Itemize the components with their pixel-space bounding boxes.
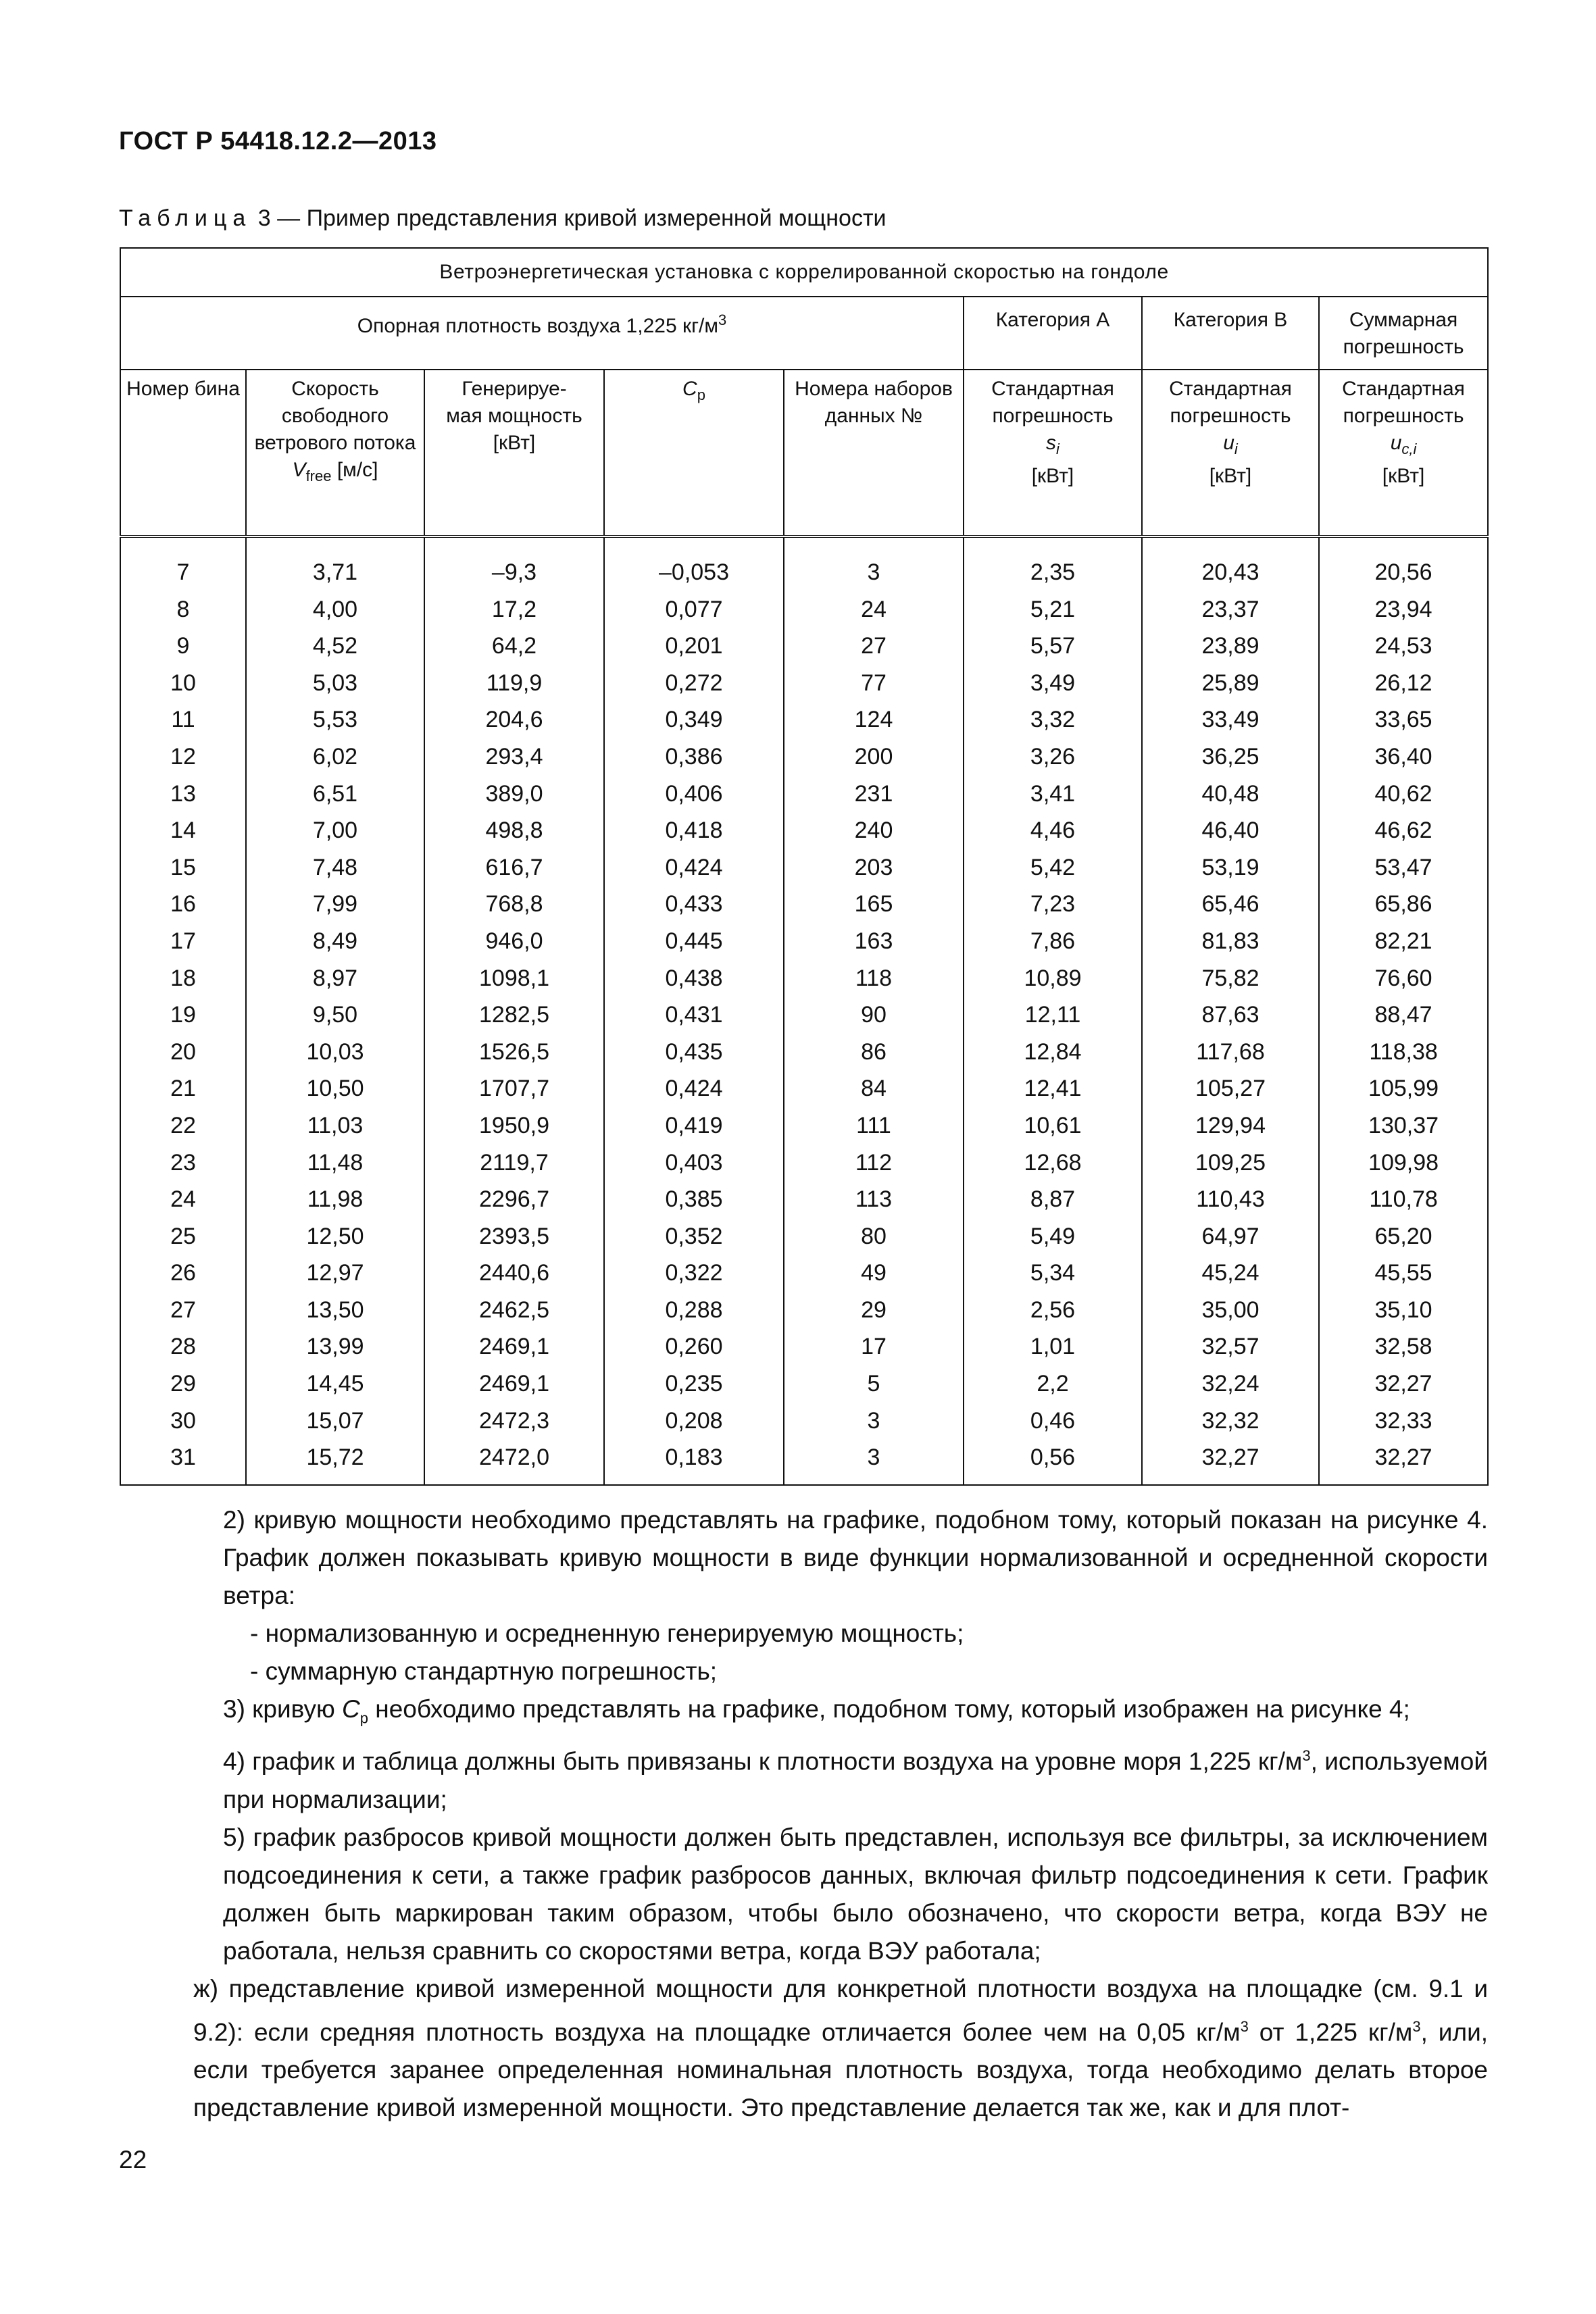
cell-cp: 0,424 xyxy=(604,1070,784,1107)
cell-wind-speed: 3,71 xyxy=(246,542,424,591)
cell-wind-speed: 15,72 xyxy=(246,1439,424,1485)
cell-bin: 28 xyxy=(120,1328,246,1365)
cell-cp: 0,406 xyxy=(604,776,784,813)
cell-data-sets: 240 xyxy=(784,812,964,849)
cell-cp: 0,201 xyxy=(604,628,784,665)
cell-std-b: 20,43 xyxy=(1142,542,1319,591)
cell-bin: 24 xyxy=(120,1181,246,1218)
cell-std-b: 87,63 xyxy=(1142,997,1319,1034)
cell-cp: –0,053 xyxy=(604,542,784,591)
cell-bin: 21 xyxy=(120,1070,246,1107)
table-row xyxy=(120,665,1488,702)
cell-std-total: 82,21 xyxy=(1319,923,1488,960)
cell-std-total: 36,40 xyxy=(1319,738,1488,776)
cell-data-sets: 124 xyxy=(784,701,964,738)
cell-bin: 15 xyxy=(120,849,246,886)
cell-std-a: 4,46 xyxy=(964,812,1142,849)
cell-cp: 0,349 xyxy=(604,701,784,738)
cell-wind-speed: 10,03 xyxy=(246,1034,424,1071)
col-data-sets: Номера наборов данных № xyxy=(784,370,964,536)
cell-std-b: 109,25 xyxy=(1142,1145,1319,1182)
cell-std-total: 45,55 xyxy=(1319,1255,1488,1292)
table-row xyxy=(120,1107,1488,1145)
paragraph-item-4: 4) график и таблица должны быть привязаны к плотности воздуха на уровне моря 1,225 $кг/м^3$, используемой при нормализации; xyxy=(223,1747,1488,1813)
cell-std-a: 10,89 xyxy=(964,960,1142,997)
cell-data-sets: 86 xyxy=(784,1034,964,1071)
cell-cp: 0,418 xyxy=(604,812,784,849)
cell-power: 389,0 xyxy=(424,776,604,813)
cell-std-b: 75,82 xyxy=(1142,960,1319,997)
cell-bin: 29 xyxy=(120,1365,246,1403)
table-row xyxy=(120,1403,1488,1440)
table-row xyxy=(120,1365,1488,1403)
table-caption xyxy=(119,205,887,232)
cell-power: 616,7 xyxy=(424,849,604,886)
cell-std-b: 32,27 xyxy=(1142,1439,1319,1485)
cell-bin: 11 xyxy=(120,701,246,738)
cell-std-total: 53,47 xyxy=(1319,849,1488,886)
cell-power: –9,3 xyxy=(424,542,604,591)
cell-cp: 0,235 xyxy=(604,1365,784,1403)
cell-power: 768,8 xyxy=(424,886,604,923)
cell-std-b: 46,40 xyxy=(1142,812,1319,849)
cell-std-b: 81,83 xyxy=(1142,923,1319,960)
cell-data-sets: 90 xyxy=(784,997,964,1034)
cell-wind-speed: 12,50 xyxy=(246,1218,424,1255)
cell-cp: 0,208 xyxy=(604,1403,784,1440)
cell-std-a: 8,87 xyxy=(964,1181,1142,1218)
cell-data-sets: 163 xyxy=(784,923,964,960)
cell-data-sets: 3 xyxy=(784,1439,964,1485)
cell-power: 1098,1 xyxy=(424,960,604,997)
cell-wind-speed: 10,50 xyxy=(246,1070,424,1107)
cell-power: 946,0 xyxy=(424,923,604,960)
cell-std-a: 12,68 xyxy=(964,1145,1142,1182)
cell-power: 17,2 xyxy=(424,591,604,628)
cell-data-sets: 111 xyxy=(784,1107,964,1145)
cell-power: 293,4 xyxy=(424,738,604,776)
cell-bin: 12 xyxy=(120,738,246,776)
cell-std-total: 109,98 xyxy=(1319,1145,1488,1182)
table-row xyxy=(120,1328,1488,1365)
table-row xyxy=(120,1292,1488,1329)
cell-bin: 8 xyxy=(120,591,246,628)
cell-wind-speed: 8,49 xyxy=(246,923,424,960)
table-row xyxy=(120,701,1488,738)
cell-cp: 0,352 xyxy=(604,1218,784,1255)
cell-std-total: 32,27 xyxy=(1319,1439,1488,1485)
table-row xyxy=(120,886,1488,923)
cell-std-b: 23,89 xyxy=(1142,628,1319,665)
cell-power: 1526,5 xyxy=(424,1034,604,1071)
cell-power: 204,6 xyxy=(424,701,604,738)
cell-power: 2462,5 xyxy=(424,1292,604,1329)
cell-std-a: 12,41 xyxy=(964,1070,1142,1107)
cell-power: 2296,7 xyxy=(424,1181,604,1218)
cell-power: 119,9 xyxy=(424,665,604,702)
table-row xyxy=(120,1439,1488,1485)
cell-cp: 0,433 xyxy=(604,886,784,923)
cell-std-a: 5,21 xyxy=(964,591,1142,628)
cell-wind-speed: 15,07 xyxy=(246,1403,424,1440)
cell-data-sets: 112 xyxy=(784,1145,964,1182)
cell-cp: 0,183 xyxy=(604,1439,784,1485)
cell-wind-speed: 13,99 xyxy=(246,1328,424,1365)
table-row xyxy=(120,997,1488,1034)
cell-std-total: 24,53 xyxy=(1319,628,1488,665)
cell-power: 2472,0 xyxy=(424,1439,604,1485)
cell-data-sets: 3 xyxy=(784,1403,964,1440)
cell-std-b: 32,24 xyxy=(1142,1365,1319,1403)
cell-bin: 9 xyxy=(120,628,246,665)
cell-std-a: 5,49 xyxy=(964,1218,1142,1255)
col-std-total: Стандартная погрешность $u_{c,i}$ [кВт] xyxy=(1319,370,1488,536)
cell-bin: 7 xyxy=(120,542,246,591)
cell-std-a: 7,23 xyxy=(964,886,1142,923)
caption-number: 3 xyxy=(257,205,271,231)
cell-data-sets: 80 xyxy=(784,1218,964,1255)
cell-cp: 0,260 xyxy=(604,1328,784,1365)
cell-cp: 0,419 xyxy=(604,1107,784,1145)
cell-bin: 25 xyxy=(120,1218,246,1255)
cell-bin: 10 xyxy=(120,665,246,702)
cell-wind-speed: 6,02 xyxy=(246,738,424,776)
cell-std-a: 7,86 xyxy=(964,923,1142,960)
cell-std-a: 5,42 xyxy=(964,849,1142,886)
cell-cp: 0,424 xyxy=(604,849,784,886)
cell-cp: 0,322 xyxy=(604,1255,784,1292)
cell-cp: 0,431 xyxy=(604,997,784,1034)
cell-std-total: 33,65 xyxy=(1319,701,1488,738)
cell-std-a: 3,41 xyxy=(964,776,1142,813)
cell-wind-speed: 11,03 xyxy=(246,1107,424,1145)
cell-cp: 0,445 xyxy=(604,923,784,960)
cell-data-sets: 77 xyxy=(784,665,964,702)
paragraph-item-2: 2) кривую мощности необходимо представлять на графике, подобном тому, который показан на рисунке 4. График должен показывать кривую мощности в виде функции нормализованной и осредненной скорости ветра: xyxy=(223,1506,1488,1609)
body-text xyxy=(119,1501,1488,2127)
cell-std-a: 0,56 xyxy=(964,1439,1142,1485)
cell-power: 1282,5 xyxy=(424,997,604,1034)
cell-wind-speed: 12,97 xyxy=(246,1255,424,1292)
cell-data-sets: 113 xyxy=(784,1181,964,1218)
cell-power: 2469,1 xyxy=(424,1365,604,1403)
cell-std-b: 65,46 xyxy=(1142,886,1319,923)
bullet-normalized-power: - нормализованную и осредненную генерируемую мощность; xyxy=(250,1619,964,1647)
cell-cp: 0,435 xyxy=(604,1034,784,1071)
cell-wind-speed: 5,03 xyxy=(246,665,424,702)
cell-bin: 17 xyxy=(120,923,246,960)
cell-data-sets: 29 xyxy=(784,1292,964,1329)
cell-data-sets: 203 xyxy=(784,849,964,886)
cell-wind-speed: 7,00 xyxy=(246,812,424,849)
cell-std-b: 32,57 xyxy=(1142,1328,1319,1365)
cell-std-total: 65,20 xyxy=(1319,1218,1488,1255)
cell-wind-speed: 8,97 xyxy=(246,960,424,997)
cell-bin: 20 xyxy=(120,1034,246,1071)
caption-prefix: Таблица xyxy=(119,205,252,231)
bullet-total-uncertainty: - суммарную стандартную погрешность; xyxy=(250,1657,718,1685)
cell-std-total: 110,78 xyxy=(1319,1181,1488,1218)
paragraph-item-3: 3) кривую $C_p$ необходимо представлять на графике, подобном тому, который изображен на рисунке 4; xyxy=(223,1695,1410,1727)
cell-cp: 0,385 xyxy=(604,1181,784,1218)
cell-data-sets: 165 xyxy=(784,886,964,923)
cell-std-b: 64,97 xyxy=(1142,1218,1319,1255)
table-row xyxy=(120,591,1488,628)
cell-power: 1707,7 xyxy=(424,1070,604,1107)
table-row xyxy=(120,1145,1488,1182)
cell-std-a: 12,84 xyxy=(964,1034,1142,1071)
paragraph-item-5: 5) график разбросов кривой мощности должен быть представлен, используя все фильтры, за исключением подсоединения к сети, а также график разбросов данных, включая фильтр подсоединения к сети. График должен быть маркирован таким образом, чтобы было обозначено, что скорости ветра, когда ВЭУ не работала, нельзя сравнить со скоростями ветра, когда ВЭУ работала; xyxy=(223,1823,1488,1965)
cell-std-a: 5,34 xyxy=(964,1255,1142,1292)
cell-std-b: 36,25 xyxy=(1142,738,1319,776)
cell-std-a: 0,46 xyxy=(964,1403,1142,1440)
cell-std-a: 2,56 xyxy=(964,1292,1142,1329)
table-row xyxy=(120,923,1488,960)
cell-std-a: 2,35 xyxy=(964,542,1142,591)
cell-std-total: 32,33 xyxy=(1319,1403,1488,1440)
cell-data-sets: 200 xyxy=(784,738,964,776)
cell-wind-speed: 4,52 xyxy=(246,628,424,665)
cell-power: 2472,3 xyxy=(424,1403,604,1440)
cell-bin: 27 xyxy=(120,1292,246,1329)
cell-power: 2119,7 xyxy=(424,1145,604,1182)
table-row xyxy=(120,738,1488,776)
cell-std-a: 12,11 xyxy=(964,997,1142,1034)
cell-std-b: 129,94 xyxy=(1142,1107,1319,1145)
header-category-a: Категория A xyxy=(964,297,1142,370)
cell-wind-speed: 6,51 xyxy=(246,776,424,813)
cell-wind-speed: 11,98 xyxy=(246,1181,424,1218)
cell-std-a: 1,01 xyxy=(964,1328,1142,1365)
cell-wind-speed: 7,99 xyxy=(246,886,424,923)
cell-data-sets: 27 xyxy=(784,628,964,665)
table-body xyxy=(120,542,1488,1485)
cell-cp: 0,272 xyxy=(604,665,784,702)
cell-bin: 13 xyxy=(120,776,246,813)
cell-power: 2440,6 xyxy=(424,1255,604,1292)
cell-std-total: 88,47 xyxy=(1319,997,1488,1034)
cell-std-b: 117,68 xyxy=(1142,1034,1319,1071)
cell-wind-speed: 4,00 xyxy=(246,591,424,628)
table-row xyxy=(120,776,1488,813)
cell-std-a: 3,32 xyxy=(964,701,1142,738)
document-header: ГОСТ Р 54418.12.2—2013 xyxy=(119,127,437,155)
cell-std-a: 5,57 xyxy=(964,628,1142,665)
cell-bin: 19 xyxy=(120,997,246,1034)
col-bin-number: Номер бина xyxy=(120,370,246,536)
cell-std-a: 2,2 xyxy=(964,1365,1142,1403)
cell-std-b: 53,19 xyxy=(1142,849,1319,886)
header-ref-density: Опорная плотность воздуха 1,225 $кг/м^3$ xyxy=(120,297,964,370)
table-row xyxy=(120,1255,1488,1292)
cell-power: 2393,5 xyxy=(424,1218,604,1255)
cell-std-total: 32,58 xyxy=(1319,1328,1488,1365)
col-std-b: Стандартная погрешность $u_i$ [кВт] xyxy=(1142,370,1319,536)
table-row xyxy=(120,849,1488,886)
cell-data-sets: 17 xyxy=(784,1328,964,1365)
table-row xyxy=(120,812,1488,849)
cell-std-total: 23,94 xyxy=(1319,591,1488,628)
cell-bin: 30 xyxy=(120,1403,246,1440)
col-cp: $C_p$ xyxy=(604,370,784,536)
cell-bin: 18 xyxy=(120,960,246,997)
table-row xyxy=(120,542,1488,591)
cell-wind-speed: 5,53 xyxy=(246,701,424,738)
cell-std-total: 26,12 xyxy=(1319,665,1488,702)
table-title: Ветроэнергетическая установка с коррелированной скоростью на гондоле xyxy=(120,248,1488,297)
cell-std-b: 33,49 xyxy=(1142,701,1319,738)
cell-std-total: 65,86 xyxy=(1319,886,1488,923)
cell-bin: 16 xyxy=(120,886,246,923)
cell-std-total: 35,10 xyxy=(1319,1292,1488,1329)
cell-std-b: 110,43 xyxy=(1142,1181,1319,1218)
cell-wind-speed: 9,50 xyxy=(246,997,424,1034)
table-row xyxy=(120,960,1488,997)
table-row xyxy=(120,628,1488,665)
cell-std-total: 118,38 xyxy=(1319,1034,1488,1071)
cell-std-total: 46,62 xyxy=(1319,812,1488,849)
cell-data-sets: 84 xyxy=(784,1070,964,1107)
cell-bin: 22 xyxy=(120,1107,246,1145)
cell-cp: 0,386 xyxy=(604,738,784,776)
cell-std-b: 35,00 xyxy=(1142,1292,1319,1329)
cell-wind-speed: 11,48 xyxy=(246,1145,424,1182)
table-row xyxy=(120,1181,1488,1218)
cell-std-total: 76,60 xyxy=(1319,960,1488,997)
cell-wind-speed: 14,45 xyxy=(246,1365,424,1403)
col-wind-speed: Скорость свободного ветрового потока $V_{free}$ [м/с] xyxy=(246,370,424,536)
cell-data-sets: 231 xyxy=(784,776,964,813)
cell-std-total: 40,62 xyxy=(1319,776,1488,813)
cell-cp: 0,403 xyxy=(604,1145,784,1182)
cell-std-b: 25,89 xyxy=(1142,665,1319,702)
cell-data-sets: 24 xyxy=(784,591,964,628)
cell-data-sets: 118 xyxy=(784,960,964,997)
cell-bin: 31 xyxy=(120,1439,246,1485)
cell-cp: 0,438 xyxy=(604,960,784,997)
cell-power: 498,8 xyxy=(424,812,604,849)
cell-data-sets: 5 xyxy=(784,1365,964,1403)
cell-bin: 26 xyxy=(120,1255,246,1292)
cell-data-sets: 3 xyxy=(784,542,964,591)
cell-power: 64,2 xyxy=(424,628,604,665)
cell-power: 2469,1 xyxy=(424,1328,604,1365)
header-total-uncertainty: Суммарная погрешность xyxy=(1319,297,1488,370)
header-category-b: Категория B xyxy=(1142,297,1319,370)
cell-cp: 0,288 xyxy=(604,1292,784,1329)
page-number: 22 xyxy=(119,2146,147,2173)
cell-std-b: 40,48 xyxy=(1142,776,1319,813)
cell-power: 1950,9 xyxy=(424,1107,604,1145)
cell-std-total: 105,99 xyxy=(1319,1070,1488,1107)
paragraph-item-zh: ж) представление кривой измеренной мощности для конкретной плотности воздуха на площадке (см. 9.1 и 9.2): если средняя плотность воздуха на площадке отличается более чем на 0,05 $кг/м^3$ от 1,225 $кг/м^3$, или, если требуется заранее определенная номинальная плотность воздуха, тогда необходимо делать второе представление кривой измеренной мощности. Это представление делается так же, как и для плот- xyxy=(193,1974,1489,2122)
cell-std-total: 32,27 xyxy=(1319,1365,1488,1403)
table-row xyxy=(120,1070,1488,1107)
cell-std-a: 10,61 xyxy=(964,1107,1142,1145)
col-power: Генерируе- мая мощность [кВт] xyxy=(424,370,604,536)
col-std-a: Стандартная погрешность $s_i$ [кВт] xyxy=(964,370,1142,536)
cell-std-a: 3,49 xyxy=(964,665,1142,702)
cell-std-total: 130,37 xyxy=(1319,1107,1488,1145)
cell-std-b: 105,27 xyxy=(1142,1070,1319,1107)
cell-std-b: 32,32 xyxy=(1142,1403,1319,1440)
cell-std-b: 23,37 xyxy=(1142,591,1319,628)
cell-data-sets: 49 xyxy=(784,1255,964,1292)
cell-wind-speed: 7,48 xyxy=(246,849,424,886)
cell-bin: 23 xyxy=(120,1145,246,1182)
cell-wind-speed: 13,50 xyxy=(246,1292,424,1329)
table-row xyxy=(120,1034,1488,1071)
cell-bin: 14 xyxy=(120,812,246,849)
cell-std-total: 20,56 xyxy=(1319,542,1488,591)
caption-text: — Пример представления кривой измеренной мощности xyxy=(270,205,887,231)
cell-std-a: 3,26 xyxy=(964,738,1142,776)
power-curve-table xyxy=(120,247,1489,1486)
table-row xyxy=(120,1218,1488,1255)
cell-std-b: 45,24 xyxy=(1142,1255,1319,1292)
cell-cp: 0,077 xyxy=(604,591,784,628)
